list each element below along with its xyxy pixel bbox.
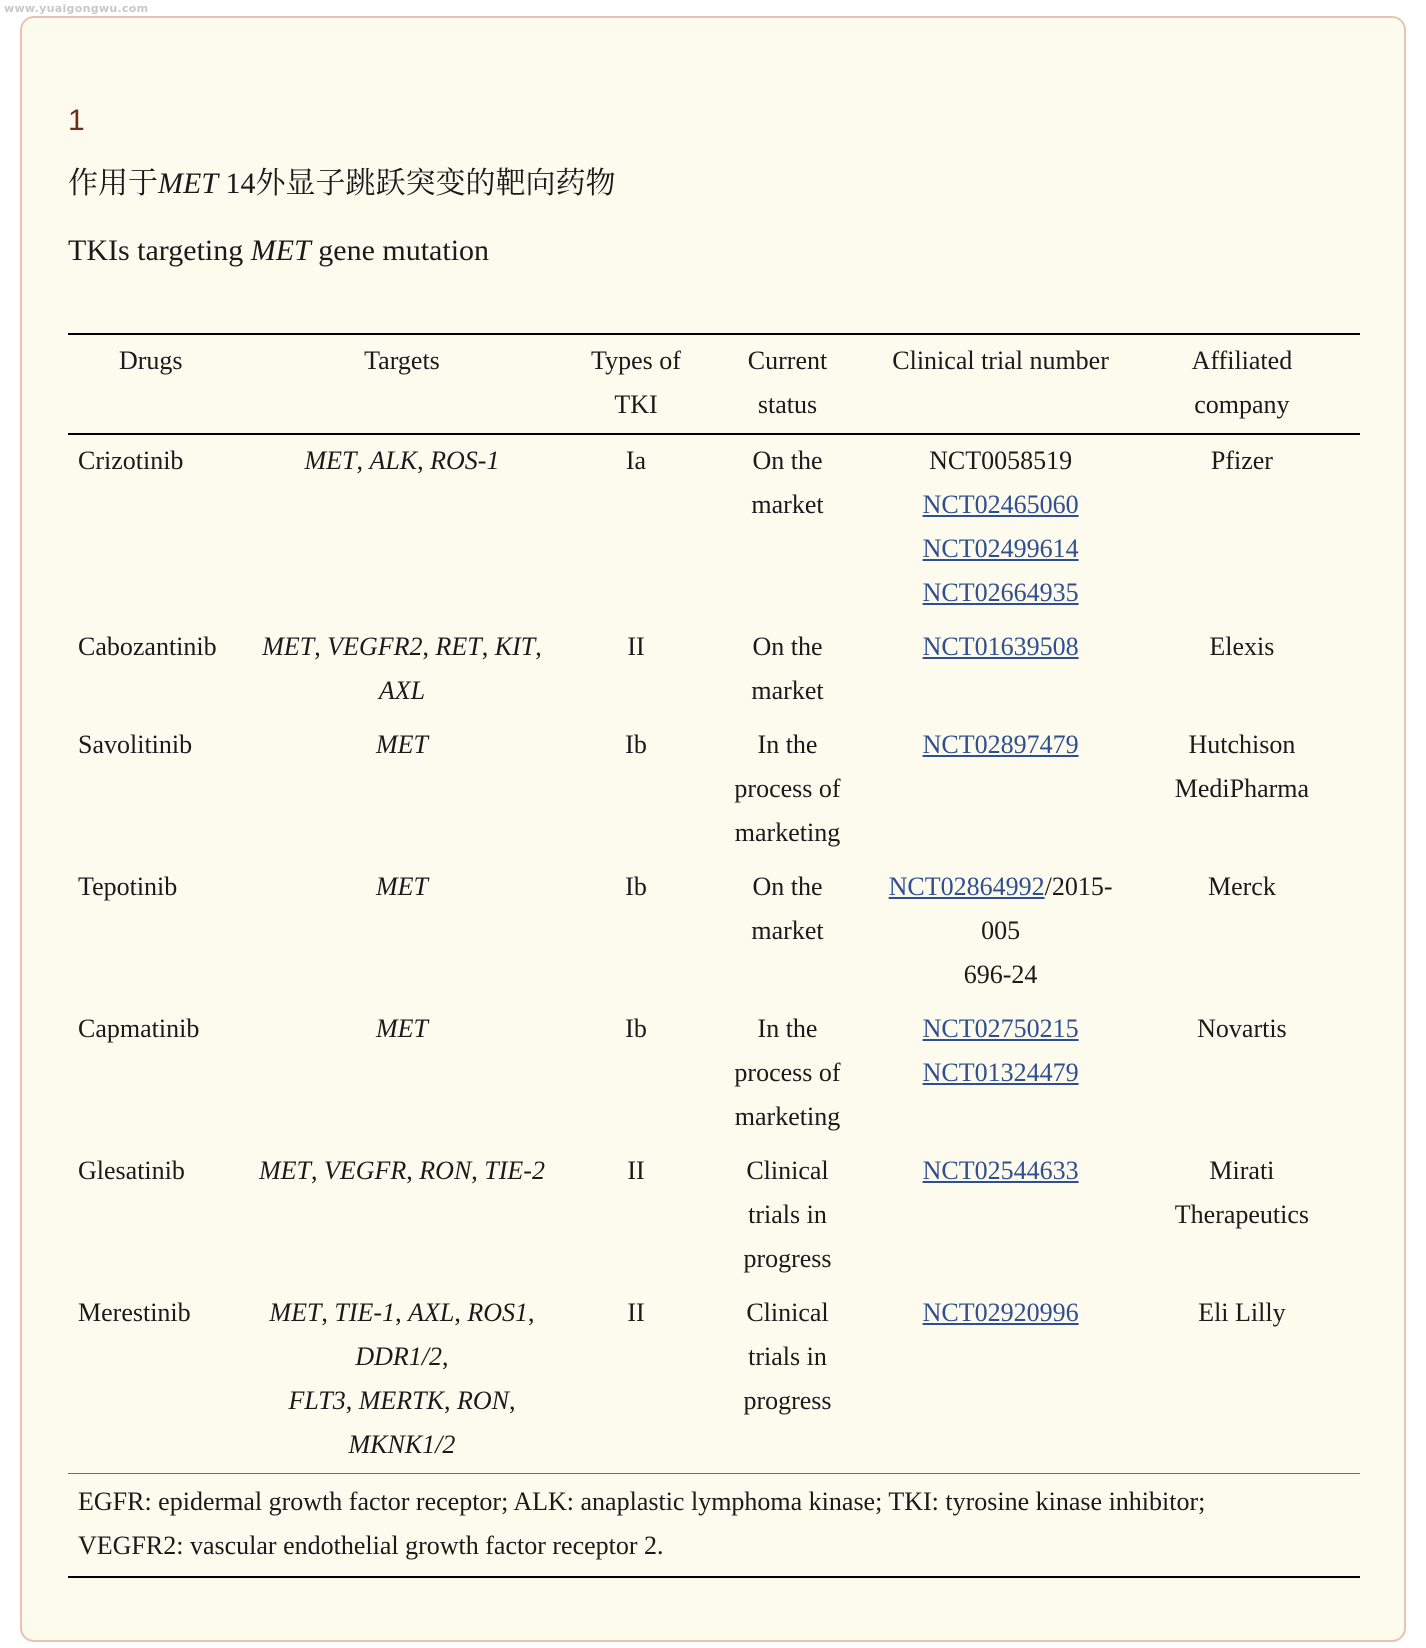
drug-cell — [68, 1145, 230, 1287]
drug-name: Crizotinib — [78, 446, 184, 475]
status-line: Clinical — [746, 1156, 829, 1185]
target-gene: TIE-2 — [484, 1156, 545, 1185]
drug-cell — [68, 621, 230, 719]
tki-type: II — [627, 1298, 645, 1327]
status-line: On the — [752, 632, 823, 661]
trial-line — [883, 571, 1117, 615]
trial-line — [883, 439, 1117, 483]
trial-link[interactable]: NCT02750215 — [922, 1014, 1079, 1043]
target-gene: VEGFR — [323, 1156, 407, 1185]
targets-cell: MET, TIE-1, AXL, ROS1, DDR1/2, FLT3, MERTK, RON, MKNK1/2 — [269, 1298, 535, 1459]
company-name: Eli Lilly — [1198, 1298, 1286, 1327]
tki-type: II — [627, 632, 645, 661]
trial-suffix: 696-24 — [963, 960, 1038, 989]
company-cell — [1124, 861, 1360, 1003]
status-line: process of — [734, 774, 841, 803]
tki-type-cell — [574, 719, 697, 861]
trial-line — [883, 1291, 1117, 1335]
target-gene: ALK — [369, 446, 418, 475]
target-gene: MERTK — [358, 1386, 444, 1415]
status-line: Clinical — [746, 1298, 829, 1327]
trial-line — [883, 527, 1117, 571]
tki-type: Ia — [625, 446, 647, 475]
table-card — [20, 16, 1406, 1642]
status-line: process of — [734, 1058, 841, 1087]
target-gene: RON — [419, 1156, 472, 1185]
table-row — [68, 434, 1360, 621]
trial-cell — [877, 621, 1123, 719]
trial-suffix: 005 — [981, 916, 1021, 945]
status-line: progress — [743, 1244, 832, 1273]
target-gene: MET — [258, 1156, 311, 1185]
target-gene: MKNK1/2 — [348, 1430, 456, 1459]
title-en-prefix: TKIs targeting — [68, 234, 251, 267]
status-line: market — [751, 916, 824, 945]
table-row — [68, 1003, 1360, 1145]
trial-link[interactable]: NCT02465060 — [922, 490, 1079, 519]
tki-type-cell — [574, 861, 697, 1003]
tki-type: Ib — [625, 872, 647, 901]
trial-line — [883, 1007, 1117, 1051]
trial-link[interactable]: NCT01639508 — [922, 632, 1079, 661]
status-line: In the — [757, 730, 818, 759]
target-gene: DDR1/2 — [355, 1342, 443, 1371]
company-name: Therapeutics — [1174, 1200, 1310, 1229]
status-cell — [698, 861, 878, 1003]
title-en-gene: MET — [250, 234, 311, 267]
drug-name: Savolitinib — [78, 730, 193, 759]
tki-type: II — [627, 1156, 645, 1185]
targets-cell: MET, VEGFR, RON, TIE-2 — [258, 1156, 545, 1185]
trial-link[interactable]: NCT02499614 — [922, 534, 1079, 563]
company-name: Mirati — [1209, 1156, 1275, 1185]
status-line: trials in — [748, 1200, 827, 1229]
drug-cell — [68, 1287, 230, 1474]
drug-name: Capmatinib — [78, 1014, 200, 1043]
status-line: marketing — [734, 1102, 841, 1131]
trial-number: NCT0058519 — [929, 446, 1073, 475]
trial-link[interactable]: NCT01324479 — [922, 1058, 1079, 1087]
target-gene: AXL — [378, 676, 426, 705]
drug-cell — [68, 434, 230, 621]
trial-line — [883, 865, 1117, 909]
target-gene: ROS1 — [467, 1298, 528, 1327]
drug-cell — [68, 1003, 230, 1145]
status-cell — [698, 434, 878, 621]
trial-link[interactable]: NCT02897479 — [922, 730, 1079, 759]
tki-type-cell — [574, 1145, 697, 1287]
trial-link[interactable]: NCT02864992 — [888, 872, 1045, 901]
trial-link[interactable]: NCT02920996 — [922, 1298, 1079, 1327]
watermark: www.yuaigongwu.com — [4, 2, 149, 15]
tki-type-cell — [574, 1003, 697, 1145]
trial-line — [883, 1149, 1117, 1193]
title-cn-prefix: 作用于 — [68, 167, 158, 200]
company-name: Hutchison — [1188, 730, 1296, 759]
target-gene: MET — [269, 1298, 322, 1327]
company-cell — [1124, 434, 1360, 621]
footnote — [68, 1474, 1360, 1578]
title-english — [68, 234, 489, 268]
company-cell — [1124, 621, 1360, 719]
tki-type-cell — [574, 621, 697, 719]
targets-cell: MET, ALK, ROS-1 — [304, 446, 500, 475]
status-line: trials in — [748, 1342, 827, 1371]
drug-cell — [68, 861, 230, 1003]
trial-link[interactable]: NCT02664935 — [922, 578, 1079, 607]
table-row — [68, 719, 1360, 861]
target-gene: RON — [456, 1386, 509, 1415]
status-cell — [698, 1003, 878, 1145]
company-name: Novartis — [1197, 1014, 1287, 1043]
footnote-line-1: EGFR: epidermal growth factor receptor; ALK: anaplastic lymphoma kinase; TKI: tyrosine kinase inhibitor; — [78, 1487, 1206, 1516]
status-cell — [698, 1145, 878, 1287]
status-line: market — [751, 490, 824, 519]
trial-line — [883, 625, 1117, 669]
trial-line — [883, 483, 1117, 527]
targets-cell — [230, 861, 575, 1003]
title-cn-gene: MET — [158, 167, 218, 200]
company-name: Elexis — [1209, 632, 1275, 661]
table-row — [68, 1145, 1360, 1287]
tki-type-cell — [574, 434, 697, 621]
tki-type-cell — [574, 1287, 697, 1474]
table-number: 1 — [68, 104, 85, 137]
table-body — [68, 434, 1360, 1474]
trial-cell — [877, 861, 1123, 1003]
status-line: On the — [752, 872, 823, 901]
target-gene: VEGFR2 — [327, 632, 423, 661]
status-cell — [698, 621, 878, 719]
company-cell — [1124, 1287, 1360, 1474]
target-gene: MET — [262, 632, 315, 661]
targets-cell — [230, 1003, 575, 1145]
target-gene: RET — [435, 632, 482, 661]
status-cell — [698, 1287, 878, 1474]
status-line: marketing — [734, 818, 841, 847]
targets-cell: MET, VEGFR2, RET, KIT, AXL — [262, 632, 542, 705]
header-company: Affiliated company — [1191, 346, 1293, 419]
targets-cell — [230, 719, 575, 861]
target-gene: TIE-1 — [334, 1298, 396, 1327]
company-cell — [1124, 1145, 1360, 1287]
drug-name: Tepotinib — [78, 872, 178, 901]
tki-type: Ib — [625, 1014, 647, 1043]
trial-cell — [877, 719, 1123, 861]
target-gene: MET — [375, 1014, 428, 1043]
header-row — [68, 334, 1360, 434]
tki-type: Ib — [625, 730, 647, 759]
status-line: market — [751, 676, 824, 705]
table-row — [68, 1287, 1360, 1474]
status-line: progress — [743, 1386, 832, 1415]
company-name: Pfizer — [1210, 446, 1273, 475]
header-trial-number: Clinical trial number — [892, 346, 1109, 375]
status-cell — [698, 719, 878, 861]
tki-table — [68, 333, 1360, 1578]
header-types: Types of TKI — [591, 346, 681, 419]
drug-name: Merestinib — [78, 1298, 191, 1327]
trial-cell — [877, 1287, 1123, 1474]
target-gene: MET — [304, 446, 357, 475]
target-gene: KIT — [494, 632, 536, 661]
trial-line — [883, 1051, 1117, 1095]
header-targets: Targets — [364, 346, 440, 375]
company-name: MediPharma — [1174, 774, 1310, 803]
drug-name: Glesatinib — [78, 1156, 185, 1185]
company-name: Merck — [1207, 872, 1276, 901]
title-en-suffix: gene mutation — [310, 234, 490, 267]
drug-name: Cabozantinib — [78, 632, 217, 661]
target-gene: MET — [375, 730, 428, 759]
company-cell — [1124, 719, 1360, 861]
target-gene: AXL — [408, 1298, 455, 1327]
trial-cell — [877, 1145, 1123, 1287]
drug-cell — [68, 719, 230, 861]
header-drugs: Drugs — [119, 346, 183, 375]
status-line: In the — [757, 1014, 818, 1043]
header-status: Current status — [747, 346, 828, 419]
title-chinese — [68, 158, 616, 202]
target-gene: FLT3 — [288, 1386, 346, 1415]
footnote-line-2: VEGFR2: vascular endothelial growth factor receptor 2. — [78, 1531, 664, 1560]
table-row — [68, 861, 1360, 1003]
target-gene: ROS-1 — [430, 446, 500, 475]
target-gene: MET — [375, 872, 428, 901]
trial-cell — [877, 1003, 1123, 1145]
title-cn-suffix: 14外显子跳跃突变的靶向药物 — [218, 167, 616, 200]
table-row — [68, 621, 1360, 719]
status-line: On the — [752, 446, 823, 475]
footnote-row — [68, 1474, 1360, 1578]
trial-suffix: /2015- — [1044, 872, 1113, 901]
trial-link[interactable]: NCT02544633 — [922, 1156, 1079, 1185]
trial-cell — [877, 434, 1123, 621]
trial-line — [883, 723, 1117, 767]
company-cell — [1124, 1003, 1360, 1145]
